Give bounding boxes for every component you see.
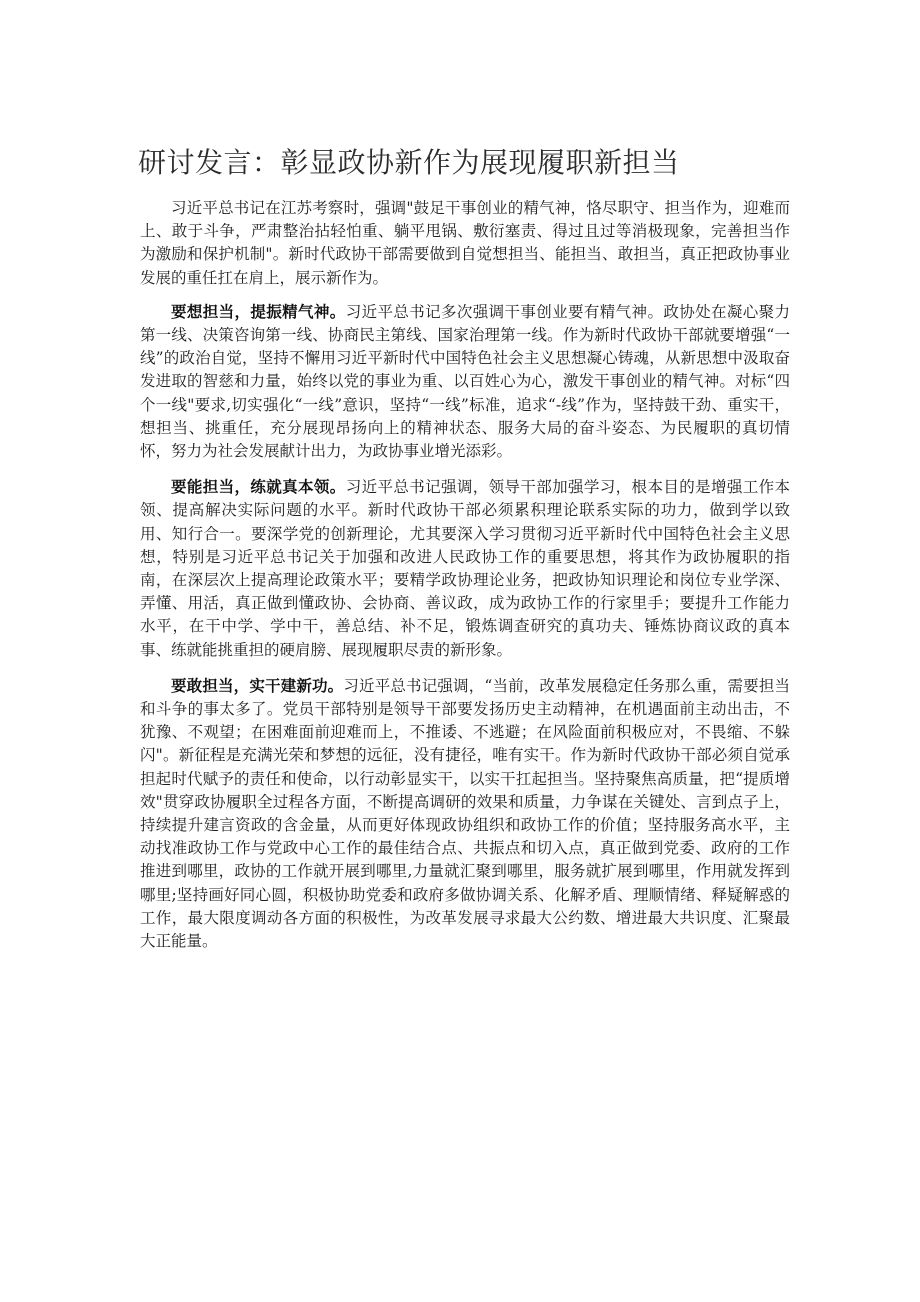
document-body bbox=[140, 197, 790, 965]
paragraph-heading: 要敢担当，实干建新功。 bbox=[171, 675, 344, 695]
paragraph-text: 习近平总书记在江苏考察时，强调"鼓足干事创业的精气神，恪尽职守、担当作为，迎难而上、敢于斗争，严肃整治拈轻怕重、躺平甩锅、敷衍塞责、得过且过等消极现象，完善担当作为激励和保护机制"。新时代政协干部需要做到自觉想担当、能担当、敢担当，真正把政协事业发展的重任扛在肩上，展示新作为。 bbox=[140, 199, 790, 287]
paragraph-heading: 要能担当，练就真本领。 bbox=[171, 477, 346, 497]
paragraph-heading: 要想担当，提振精气神。 bbox=[171, 301, 346, 321]
paragraph-text: 习近平总书记强调，领导干部加强学习，根本目的是增强工作本领、提高解决实际问题的水平。新时代政协干部必须累积理论联系实际的功力，做到学以致用、知行合一。要深学党的创新理论，尤其要深入学习贯彻习近平新时代中国特色社会主义思想，特别是习近平总书记关于加强和改进人民政协工作的重要思想，将其作为政协履职的指南，在深层次上提高理论政策水平；要精学政协理论业务，把政协知识理论和岗位专业学深、弄懂、用活，真正做到懂政协、会协商、善议政，成为政协工作的行家里手；要提升工作能力水平，在干中学、学中干，善总结、补不足，锻炼调查研究的真功夫、锤炼协商议政的真本事、练就能挑重担的硬肩膀、展现履职尽责的新形象。 bbox=[140, 478, 790, 659]
paragraph-able-responsibility bbox=[140, 475, 790, 662]
paragraph-dare-responsibility bbox=[140, 674, 790, 953]
document-title: 研讨发言：彰显政协新作为展现履职新担当 bbox=[138, 146, 680, 179]
paragraph-want-responsibility bbox=[140, 300, 790, 463]
paragraph-text: 习近平总书记强调，“当前，改革发展稳定任务那么重，需要担当和斗争的事太多了。党员干部特别是领导干部要发扬历史主动精神，在机遇面前主动出击，不犹豫、不观望；在困难面前迎难而上，不推诿、不逃避；在风险面前积极应对，不畏缩、不躲闪"。新征程是充满光荣和梦想的远征，没有捷径，唯有实干。作为新时代政协干部必须自觉承担起时代赋予的责任和使命，以行动彰显实干，以实干扛起担当。坚持聚焦高质量，把“提质增效"贯穿政协履职全过程各方面，不断提高调研的效果和质量，力争谋在关键处、言到点子上，持续提升建言资政的含金量，从而更好体现政协组织和政协工作的价值；坚持服务高水平，主动找准政协工作与党政中心工作的最佳结合点、共振点和切入点，真正做到党委、政府的工作推进到哪里，政协的工作就开展到哪里,力量就汇聚到哪里，服务就扩展到哪里，作用就发挥到哪里;坚持画好同心圆，积极协助党委和政府多做协调关系、化解矛盾、理顺情绪、释疑解惑的工作，最大限度调动各方面的积极性，为改革发展寻求最大公约数、增进最大共识度、汇聚最大正能量。 bbox=[140, 676, 790, 951]
paragraph-text: 习近平总书记多次强调干事创业要有精气神。政协处在凝心聚力第一线、决策咨询第一线、协商民主第线、国家治理第一线。作为新时代政协干部就要增强“一线”的政治自觉，坚持不懈用习近平新时代中国特色社会主义思想凝心铸魂，从新思想中汲取奋发进取的智慈和力量，始终以党的事业为重、以百姓心为心，激发干事创业的精气神。对标“四个一线"要求,切实强化“一线”意识，坚持“一线”标准，追求“-线”作为，坚持鼓干劲、重实干，想担当、挑重任，充分展现昂扬向上的精神状态、服务大局的奋斗姿态、为民履职的真切情怀，努力为社会发展献计出力，为政协事业增光添彩。 bbox=[140, 302, 790, 461]
paragraph-intro bbox=[140, 197, 790, 290]
